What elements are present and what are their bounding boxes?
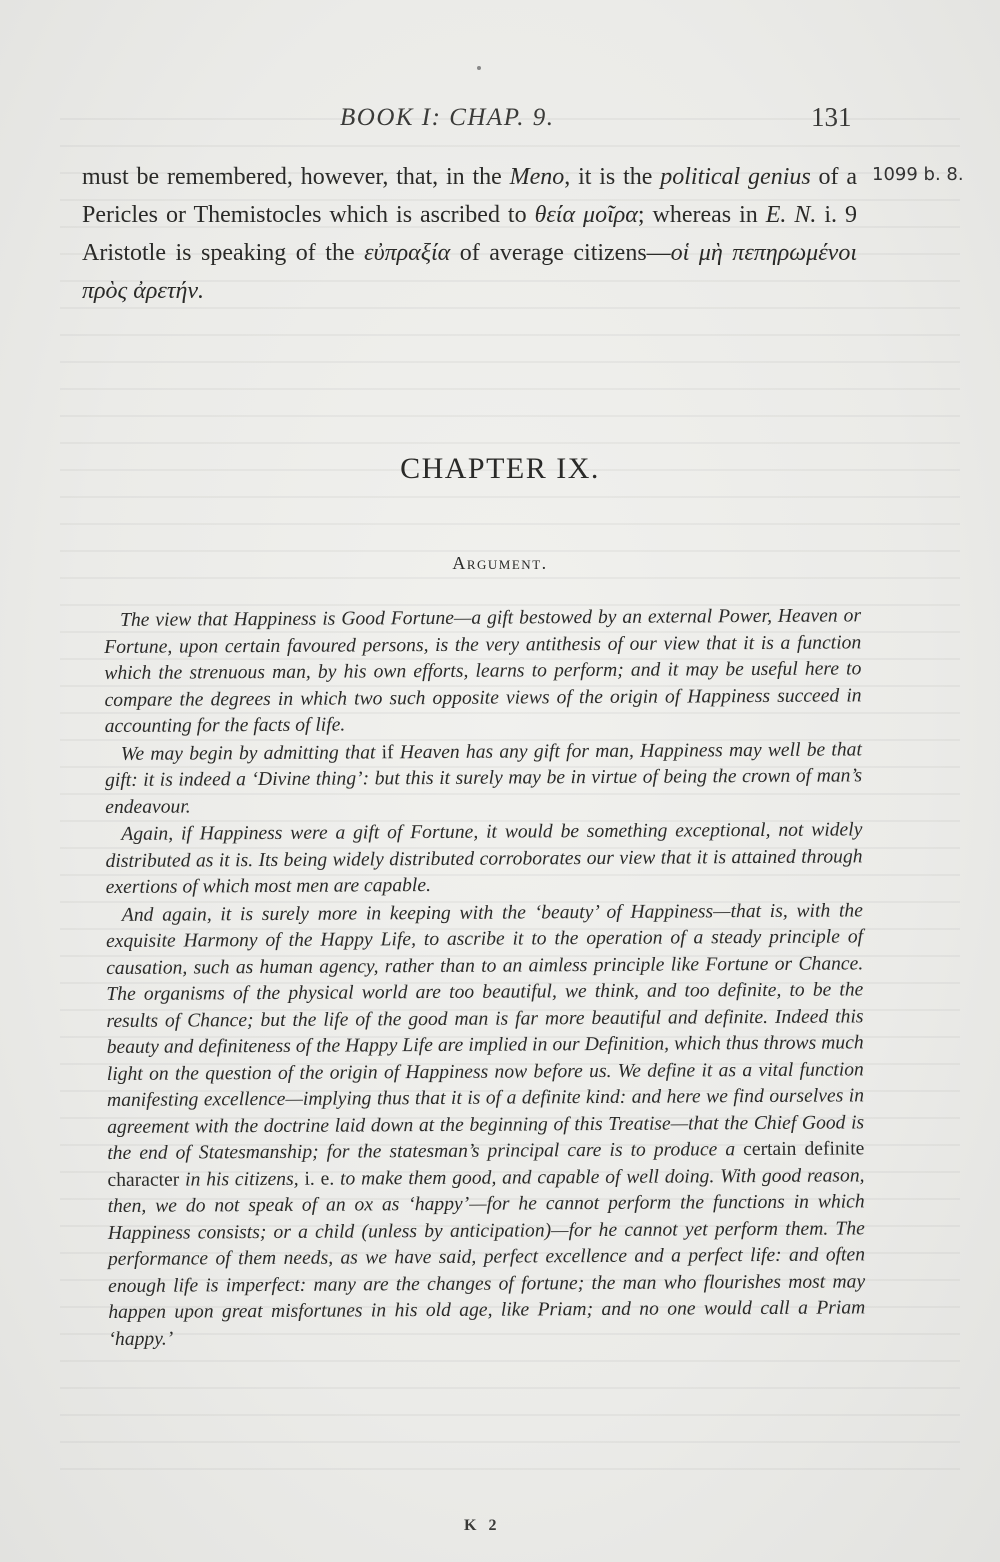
argument-body (104, 603, 866, 1353)
argument-text: And again, it is surely more in keeping with the ‘beauty’ of Happiness—that is, with the exquisite Harmony of the Happy Life, to ascribe it to the operation of a steady principle of causation, such as human agency, rather than to an aimless principle like Fortune or Chance. The organisms of the physical world are too beautiful, we think, and too definite, to be the results of Chance; but the life of the good man is far more beautiful and definite. Indeed this beauty and definiteness of the Happy Life are implied in our Definition, which thus throws much light on the question of the origin of Happiness now before us. We define it as a vital function manifesting excellence—implying thus that it is of a definite kind: and here we find ourselves in agreement with the doctrine laid down at the beginning of this Treatise—that the Chief Good is the end of Statesmanship; for the statesman’s principal care is to produce a (105, 899, 865, 1164)
bekker-margin-reference: 1099 b. 8. (872, 164, 964, 185)
argument-heading: Argument. (452, 553, 548, 573)
upright-abbreviation: i. e. (304, 1168, 335, 1190)
argument-text: Heaven has any gift for man, Happiness may well be that gift: it is indeed a ‘Divine thing’: but this it surely may be in virtue of being the crown of man’s endeavour. (104, 738, 863, 818)
opening-text: ; whereas in (637, 202, 766, 228)
opening-text: i. 9 Aristotle is speaking of the (82, 202, 857, 266)
opening-text: , it is the (564, 164, 661, 190)
upright-word: if (381, 741, 394, 763)
upright-phrase: certain definite character (107, 1138, 865, 1191)
argument-paragraph (105, 817, 862, 901)
opening-text: of a Pericles or Themistocles which is ascribed to (82, 164, 857, 228)
opening-text: of average citizens— (450, 240, 671, 266)
ink-speck (477, 66, 481, 70)
greek-eupraxia: εὐπραξία (364, 240, 451, 266)
argument-text: We may begin by admitting that (120, 741, 382, 765)
running-head: BOOK I: CHAP. 9. (340, 104, 555, 131)
argument-text: The view that Happiness is Good Fortune—a gift bestowed by an external Power, Heaven or Fortune, upon certain favoured persons, is the very antithesis of our view that it is a function which the strenuous man, by his own efforts, learns to perform; and it may be useful here to compare the degrees in which two such opposite views of the origin of Happiness succeed in accounting for the facts of life. (104, 605, 862, 737)
argument-text: to make them good, and capable of well doing. With good reason, then, we do not speak of an ox as ‘happy’—for he cannot perform the functions in which Happiness consists; or a child (unless by anticipation)—for he cannot yet perform them. The performance of them needs, as we have said, perfect excellence and a perfect life: and often enough life is imperfect: many are the changes of fortune; the man who flourishes most may happen upon great misfortunes in his old age, like Priam; and no one would call a Priam ‘happy.’ (107, 1164, 866, 1350)
chapter-title: CHAPTER IX. (400, 452, 600, 485)
page-number: 131 (811, 102, 852, 132)
title-meno: Meno (509, 164, 565, 190)
signature-mark: K 2 (464, 1517, 501, 1534)
phrase-political-genius: political genius (660, 164, 811, 190)
argument-paragraph (105, 737, 862, 821)
reference-en: E. N. (765, 202, 817, 228)
greek-theia-moira: θεία μοῖρα (534, 202, 638, 228)
opening-text: must be remembered, however, that, in the (82, 164, 510, 190)
argument-text: in his citizens, (179, 1168, 305, 1191)
argument-paragraph (104, 603, 862, 740)
argument-text: Again, if Happiness were a gift of Fortune, it would be something exceptional, not widely distributed as it is. Its being widely distributed corroborates our view that it is attained through exertions of which most men are capable. (105, 819, 863, 898)
argument-paragraph (106, 898, 866, 1353)
greek-quotation: οἱ μὴ πεπηρωμένοι πρὸς ἀρετήν. (82, 240, 857, 304)
opening-paragraph (82, 158, 857, 310)
